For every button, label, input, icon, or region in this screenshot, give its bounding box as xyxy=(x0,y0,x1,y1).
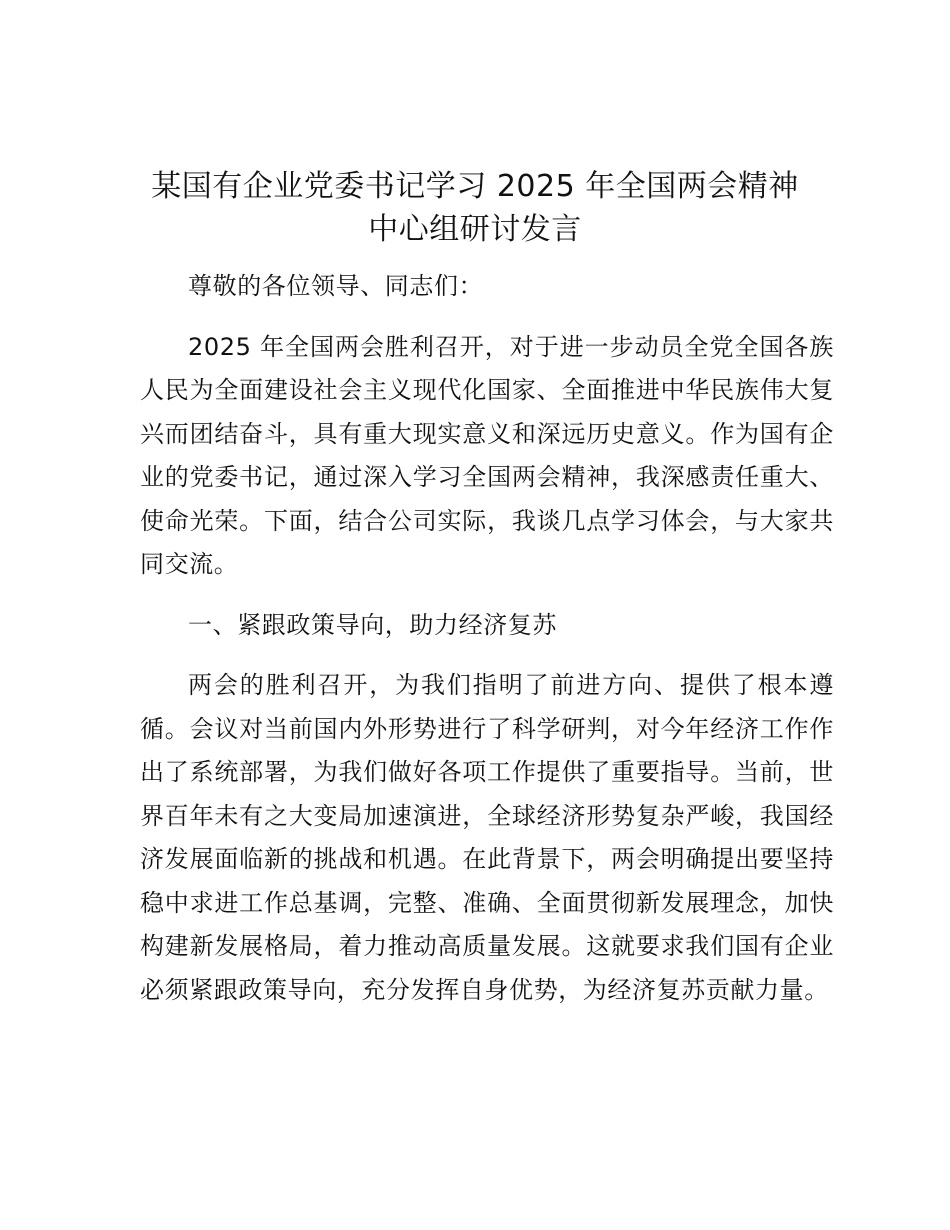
document-body xyxy=(140,265,834,1029)
paragraph-intro: 2025 年全国两会胜利召开，对于进一步动员全党全国各族人民为全面建设社会主义现代化国家、全面推进中华民族伟大复兴而团结奋斗，具有重大现实意义和深远历史意义。作为国有企业的党委书记，通过深入学习全国两会精神，我深感责任重大、使命光荣。下面，结合公司实际，我谈几点学习体会，与大家共同交流。 xyxy=(140,332,834,578)
document-title: 某国有企业党委书记学习 2025 年全国两会精神中心组研讨发言 xyxy=(151,169,799,247)
section-heading: 一、紧跟政策导向，助力经济复苏 xyxy=(188,610,557,639)
salutation: 尊敬的各位领导、同志们： xyxy=(188,272,484,300)
paragraph-section-one: 两会的胜利召开，为我们指明了前进方向、提供了根本遵循。会议对当前国内外形势进行了科学研判，对今年经济工作作出了系统部署，为我们做好各项工作提供了重要指导。当前，世界百年未有之大变局加速演进，全球经济形势复杂严峻，我国经济发展面临新的挑战和机遇。在此背景下，两会明确提出要坚持稳中求进工作总基调，完整、准确、全面贯彻新发展理念，加快构建新发展格局，着力推动高质量发展。这就要求我们国有企业必须紧跟政策导向，充分发挥自身优势，为经济复苏贡献力量。 xyxy=(140,671,834,1004)
